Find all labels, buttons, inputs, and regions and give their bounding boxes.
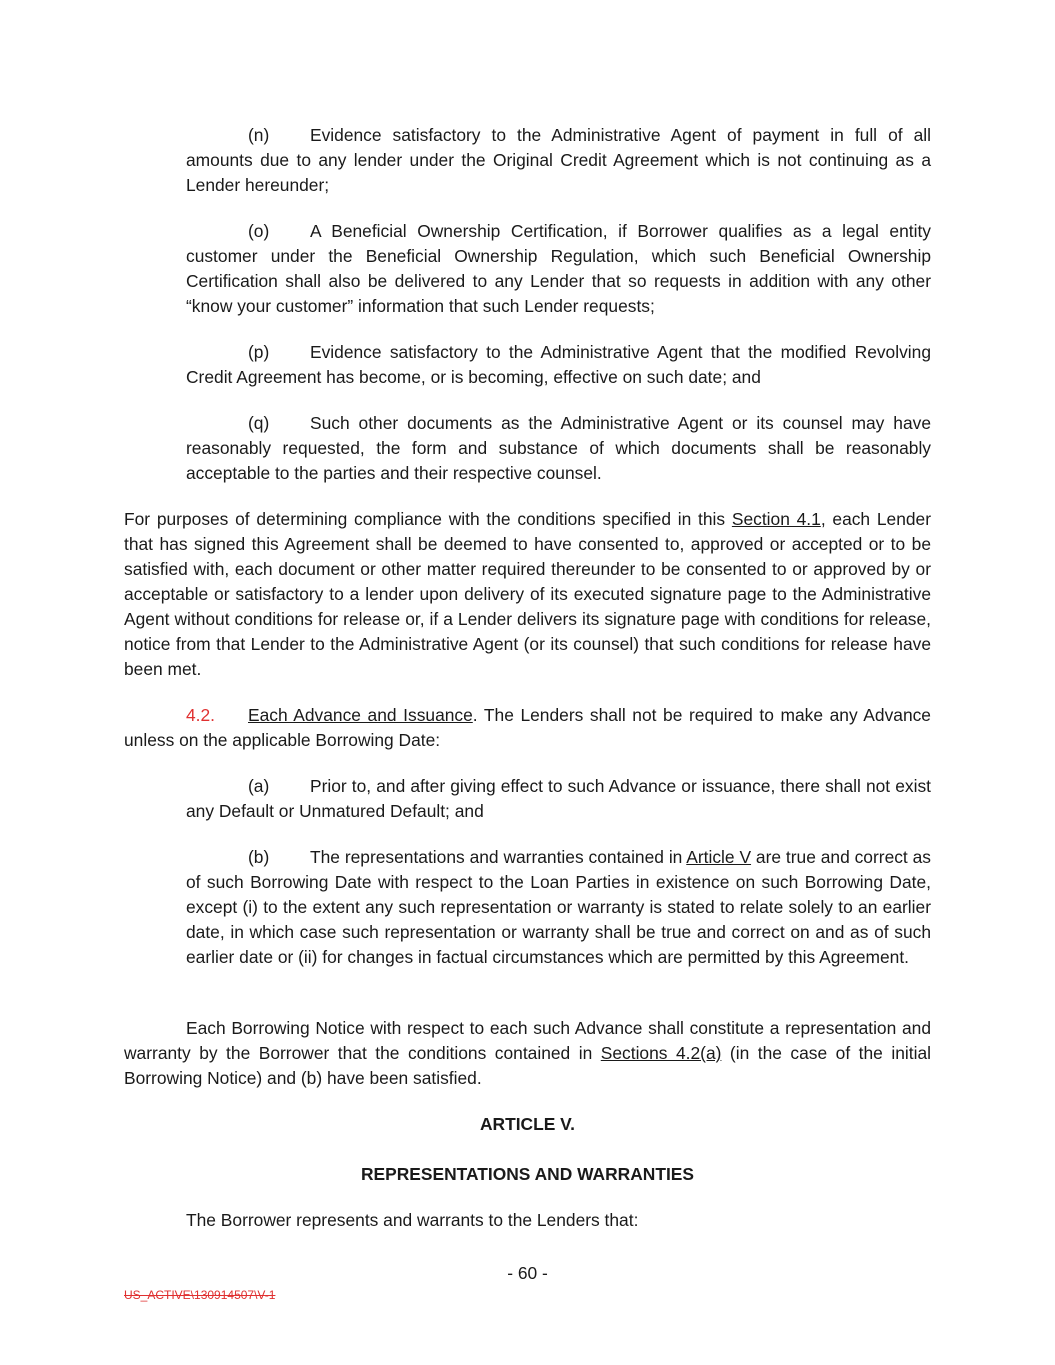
condition-item-o: [186, 219, 931, 319]
condition-item-q: [186, 411, 931, 486]
paragraph-text: , each Lender that has signed this Agreement shall be deemed to have consented to, approved or accepted or to be satisfied with, each document or other matter required thereunder to be consented to or approved by or acceptable or satisfactory to a lender upon delivery of its executed signature page to the Administrative Agent without conditions for release or, if a Lender delivers its signature page with conditions for release, notice from that Lender to the Administrative Agent (or its counsel) that such conditions for release have been met.: [124, 509, 932, 679]
section-title: Each Advance and Issuance: [248, 705, 473, 725]
condition-item-a: [186, 774, 931, 824]
item-text: The representations and warranties contained in: [310, 847, 687, 867]
article-reference-link[interactable]: Article V: [686, 847, 752, 867]
item-label: (q): [248, 413, 270, 433]
item-label: (a): [248, 776, 270, 796]
paragraph-text: For purposes of determining compliance with the conditions specified in this: [124, 509, 732, 529]
compliance-paragraph: [124, 507, 931, 682]
paragraph-text: Each Borrowing Notice with respect to each such Advance shall constitute a representation and warranty by the Borrower that the conditions contained in: [124, 1018, 931, 1063]
item-text: A Beneficial Ownership Certification, if Borrower qualifies as a legal entity customer under the Beneficial Ownership Regulation, which such Beneficial Ownership Certification shall also be delivered to any Lender that so requests in addition with any other “know your customer” information that such Lender requests;: [186, 221, 931, 316]
section-4-2-paragraph: [124, 703, 931, 753]
paragraph-text: . The Lenders shall not be required to make any Advance unless on the applicable Borrowing Date:: [124, 705, 931, 750]
document-id: US_ACTIVE\130914507\V-1: [124, 1288, 276, 1302]
item-label: (n): [248, 125, 270, 145]
item-label: (o): [248, 221, 270, 241]
article-title: REPRESENTATIONS AND WARRANTIES: [360, 1164, 694, 1184]
item-text: Evidence satisfactory to the Administrative Agent that the modified Revolving Credit Agreement has become, or is becoming, effective on such date; and: [186, 342, 931, 387]
section-number: 4.2.: [186, 705, 216, 725]
item-text: Evidence satisfactory to the Administrative Agent of payment in full of all amounts due to any lender under the Original Credit Agreement which is not continuing as a Lender hereunder;: [186, 125, 931, 195]
intro-paragraph: The Borrower represents and warrants to the Lenders that:: [186, 1210, 639, 1230]
condition-item-n: [186, 123, 931, 198]
page-number: - 60 -: [507, 1263, 548, 1283]
sections-reference-link[interactable]: Sections 4.2(a): [600, 1043, 722, 1063]
article-heading: ARTICLE V.: [479, 1114, 576, 1134]
condition-item-p: [186, 340, 931, 390]
section-reference-link[interactable]: Section 4.1: [731, 509, 821, 529]
borrowing-notice-paragraph: [124, 1016, 931, 1091]
item-text: Such other documents as the Administrative Agent or its counsel may have reasonably requested, the form and substance of which documents shall be reasonably acceptable to the parties and their respective counsel.: [186, 413, 931, 483]
item-text: are true and correct as of such Borrowing Date with respect to the Loan Parties in existence on such Borrowing Date, except (i) to the extent any such representation or warranty is stated to relate solely to an earlier date, in which case such representation or warranty shall be true and correct on and as of such earlier date or (ii) for changes in factual circumstances which are permitted by this Agreement.: [186, 847, 931, 967]
paragraph-text: (in the case of the initial Borrowing Notice) and (b) have been satisfied.: [124, 1043, 931, 1088]
condition-item-b: [186, 845, 931, 970]
item-text: Prior to, and after giving effect to such Advance or issuance, there shall not exist any Default or Unmatured Default; and: [186, 776, 931, 821]
item-label: (b): [248, 847, 270, 867]
item-label: (p): [248, 342, 270, 362]
